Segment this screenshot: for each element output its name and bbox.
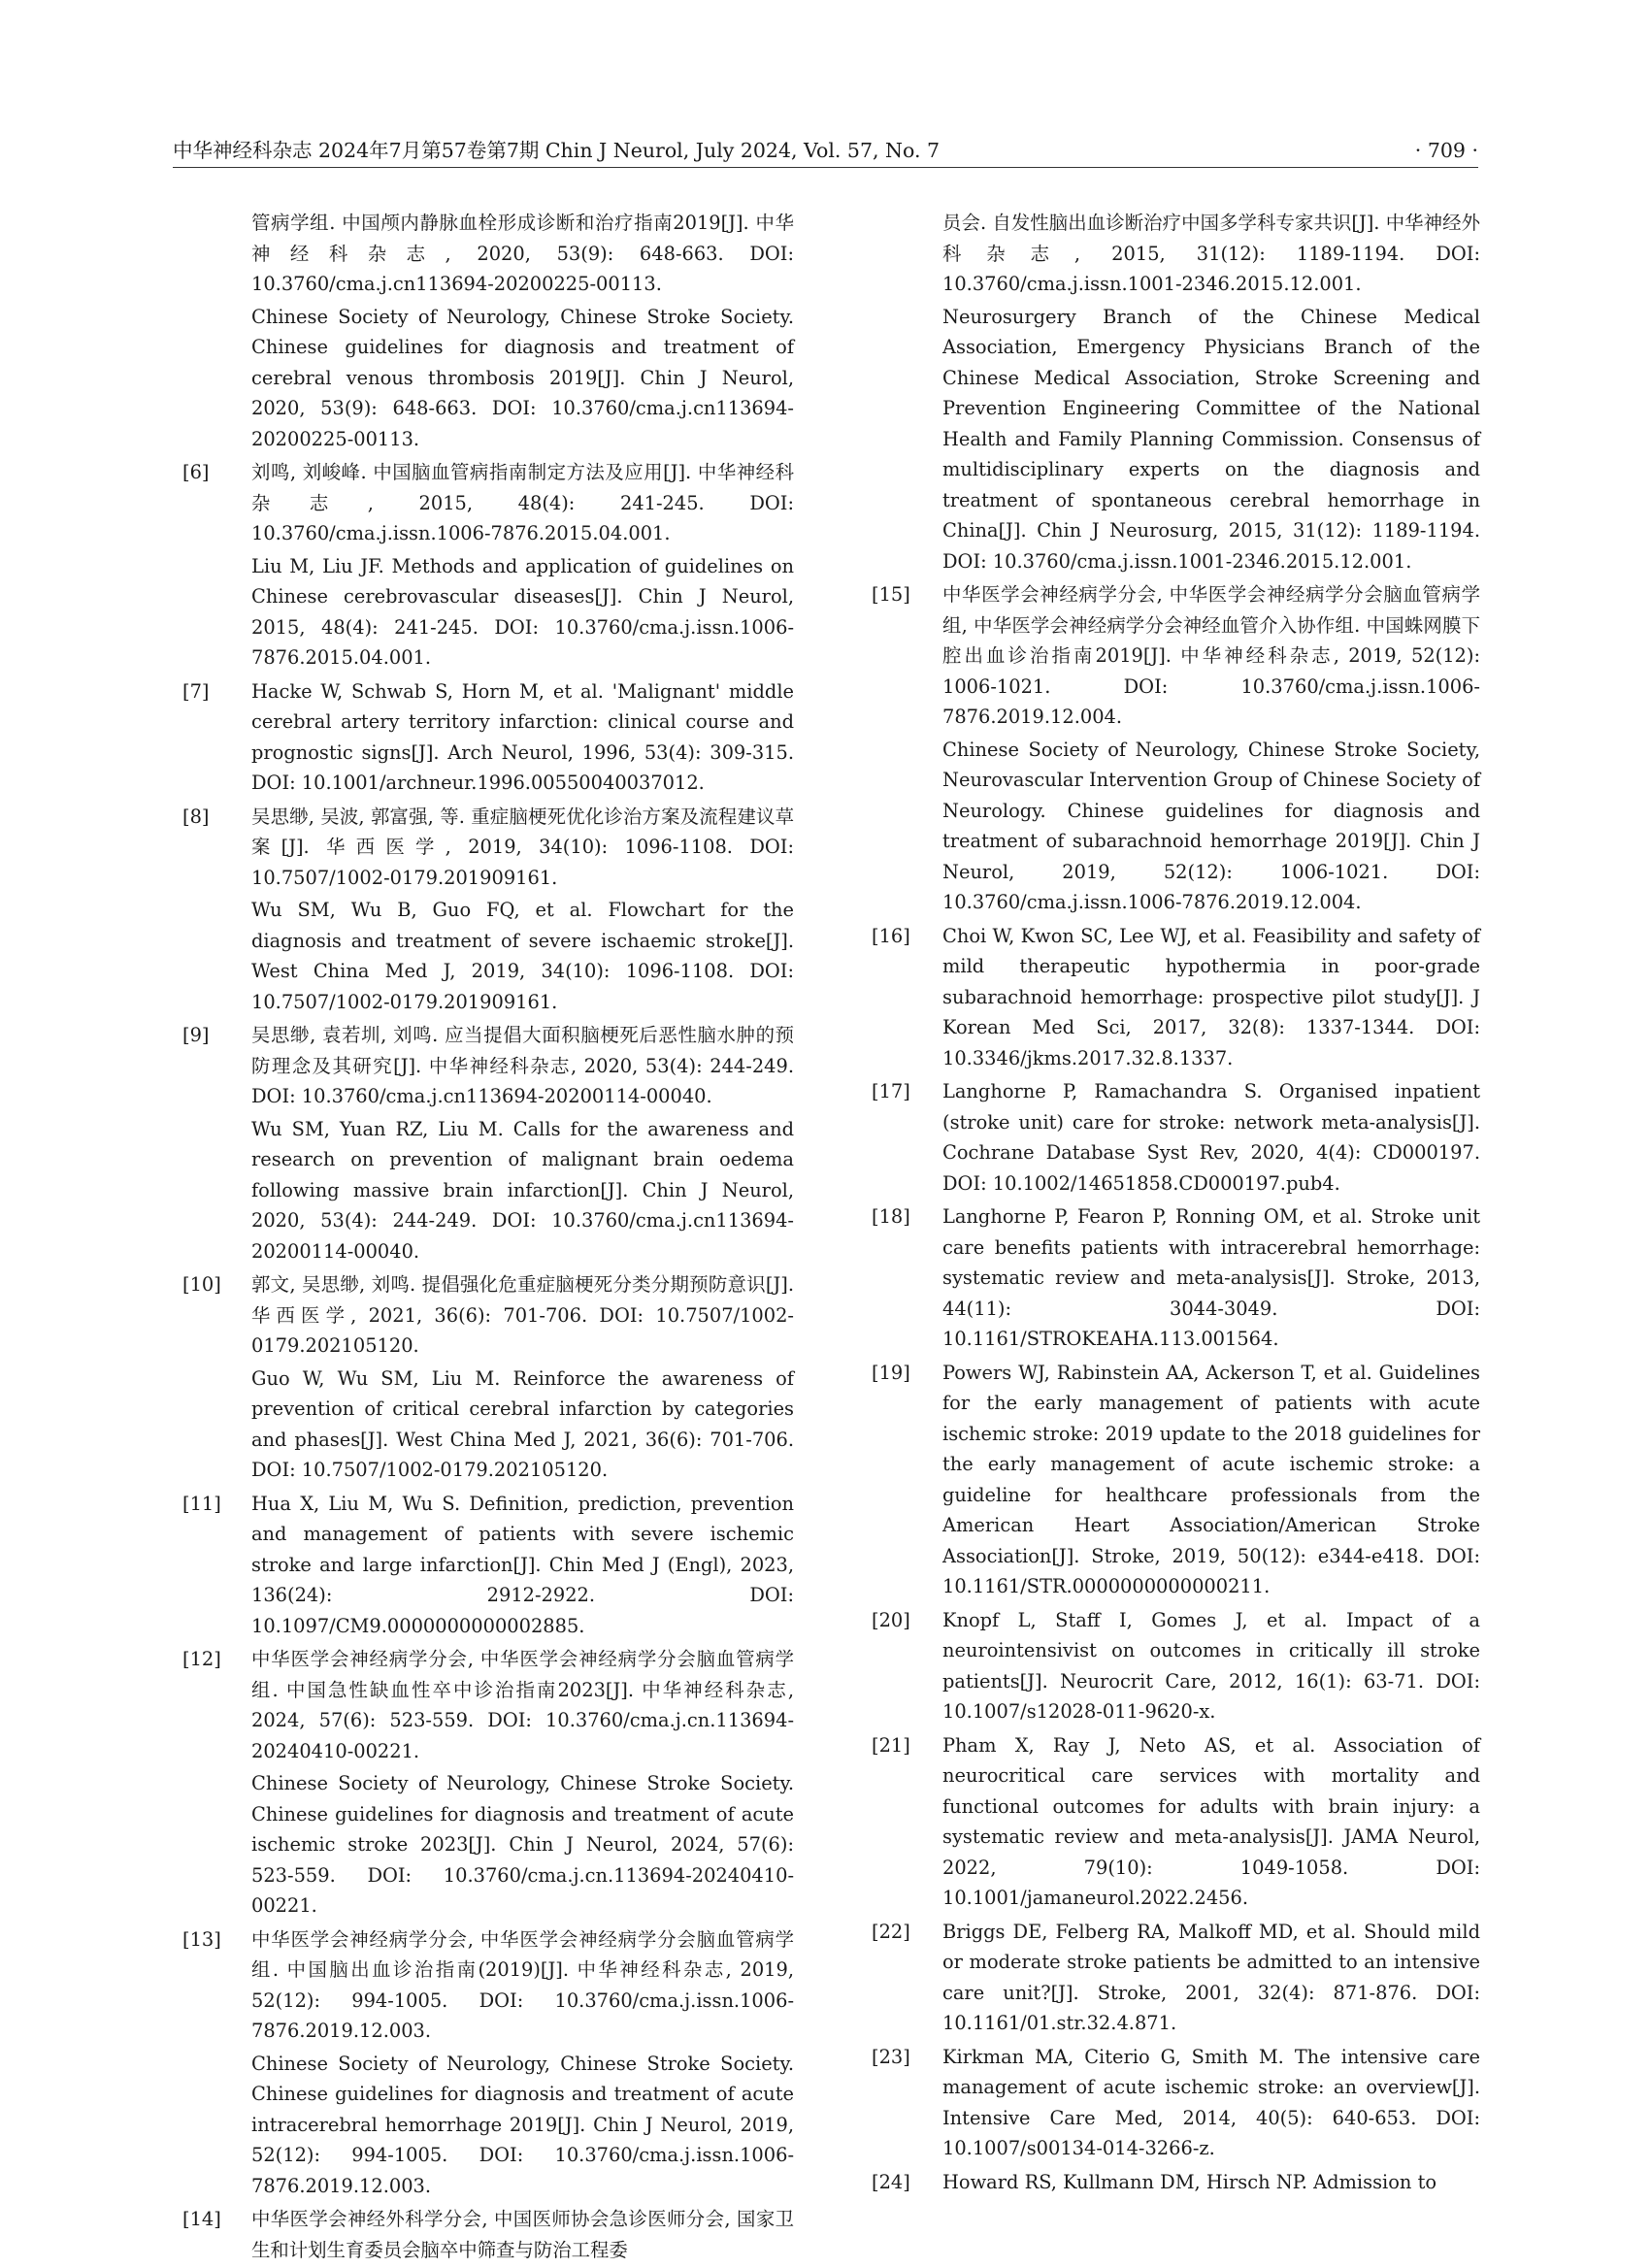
reference-entry: [173, 1489, 794, 1642]
running-header: [173, 136, 1478, 168]
page-number: · 709 ·: [1414, 139, 1478, 162]
reference-entry: [864, 2167, 1480, 2198]
journal-citation-header: 中华神经科杂志 2024年7月第57卷第7期 Chin J Neurol, July 2024, Vol. 57, No. 7: [173, 139, 941, 162]
reference-number: [22]: [872, 1920, 910, 1943]
reference-text: [251, 1269, 794, 1486]
reference-translation: Wu SM, Wu B, Guo FQ, et al. Flowchart for the diagnosis and treatment of severe ischaemic stroke[J]. West China Med J, 2019, 34(10): 1096-1108. DOI: 10.7507/1002-0179.201909161.: [251, 899, 794, 1013]
reference-primary: 刘鸣, 刘峻峰. 中国脑血管病指南制定方法及应用[J]. 中华神经科杂志, 2015, 48(4): 241-245. DOI: 10.3760/cma.j.issn.1006-7876.2015.04.001.: [251, 461, 794, 544]
reference-text: [251, 1924, 794, 2202]
reference-entry: [864, 921, 1480, 1074]
reference-text: [942, 1917, 1480, 2039]
reference-translation: Liu M, Liu JF. Methods and application of guidelines on Chinese cerebrovascular diseases[J]. Chin J Neurol, 2015, 48(4): 241-245. DOI: 10.3760/cma.j.issn.1006-7876.2015.04.001.: [251, 554, 794, 669]
reference-number: [16]: [872, 924, 910, 947]
reference-primary: 吴思缈, 袁若圳, 刘鸣. 应当提倡大面积脑梗死后恶性脑水肿的预防理念及其研究[J]. 中华神经科杂志, 2020, 53(4): 244-249. DOI: 10.3760/cma.j.cn113694-20200114-00040.: [251, 1024, 794, 1107]
reference-text: [942, 1201, 1480, 1355]
reference-translation: Neurosurgery Branch of the Chinese Medical Association, Emergency Physicians Branch of the Chinese Medical Association, Stroke Screening and Prevention Engineering Committee of the National Health and Family Planning Commission. Consensus of multidisciplinary experts on the diagnosis and treatment of spontaneous cerebral hemorrhage in China[J]. Chin J Neurosurg, 2015, 31(12): 1189-1194. DOI: 10.3760/cma.j.issn.1001-2346.2015.12.001.: [942, 305, 1480, 573]
reference-number: [9]: [182, 1024, 210, 1046]
reference-text: [942, 208, 1480, 576]
reference-text: [942, 2167, 1480, 2198]
reference-entry: [864, 1076, 1480, 1199]
reference-number: [10]: [182, 1273, 221, 1296]
reference-entry: [864, 1730, 1480, 1914]
reference-primary: Kirkman MA, Citerio G, Smith M. The intensive care management of acute ischemic stroke: an overview[J]. Intensive Care Med, 2014, 40(5): 640-653. DOI: 10.1007/s00134-014-3266-z.: [942, 2045, 1480, 2159]
reference-number: [12]: [182, 1648, 221, 1670]
reference-entry: [173, 457, 794, 674]
reference-entry: [173, 802, 794, 1018]
reference-primary: Powers WJ, Rabinstein AA, Ackerson T, et al. Guidelines for the early management of patients with acute ischemic stroke: 2019 update to the 2018 guidelines for the early management of acute ischemic stroke: a guideline for healthcare professionals from the American Heart Association/American Stroke Association[J]. Stroke, 2019, 50(12): e344-e418. DOI: 10.1161/STR.0000000000000211.: [942, 1361, 1480, 1597]
reference-entry: [864, 2042, 1480, 2164]
reference-translation: Chinese Society of Neurology, Chinese Stroke Society. Chinese guidelines for diagnosis and treatment of cerebral venous thrombosis 2019[J]. Chin J Neurol, 2020, 53(9): 648-663. DOI: 10.3760/cma.j.cn113694-20200225-00113.: [251, 305, 794, 450]
reference-number: [24]: [872, 2170, 910, 2193]
reference-entry: [864, 208, 1480, 576]
reference-text: [251, 676, 794, 799]
reference-entry: [173, 1269, 794, 1486]
reference-number: [11]: [182, 1492, 221, 1515]
reference-primary: Hua X, Liu M, Wu S. Definition, prediction, prevention and management of patients with severe ischemic stroke and large infarction[J]. Chin Med J (Engl), 2023, 136(24): 2912-2922. DOI: 10.1097/CM9.0000000000002885.: [251, 1492, 794, 1637]
reference-entry: [173, 1644, 794, 1922]
reference-number: [23]: [872, 2045, 910, 2068]
reference-primary: 郭文, 吴思缈, 刘鸣. 提倡强化危重症脑梗死分类分期预防意识[J]. 华西医学, 2021, 36(6): 701-706. DOI: 10.7507/1002-0179.202105120.: [251, 1273, 794, 1357]
reference-entry: [864, 1358, 1480, 1602]
reference-text: [251, 1489, 794, 1642]
reference-translation: Chinese Society of Neurology, Chinese Stroke Society. Chinese guidelines for diagnosis and treatment of acute intracerebral hemorrhage 2019[J]. Chin J Neurol, 2019, 52(12): 994-1005. DOI: 10.3760/cma.j.issn.1006-7876.2019.12.003.: [251, 2052, 794, 2197]
reference-number: [17]: [872, 1080, 910, 1102]
reference-primary: Hacke W, Schwab S, Horn M, et al. 'Malignant' middle cerebral artery territory infarction: clinical course and prognostic signs[J]. Arch Neurol, 1996, 53(4): 309-315. DOI: 10.1001/archneur.1996.00550040037012.: [251, 679, 794, 794]
reference-entry: [864, 1917, 1480, 2039]
reference-translation: Chinese Society of Neurology, Chinese Stroke Society, Neurovascular Intervention Group of Chinese Society of Neurology. Chinese guidelines for diagnosis and treatment of subarachnoid hemorrhage 2019[J]. Chin J Neurol, 2019, 52(12): 1006-1021. DOI: 10.3760/cma.j.issn.1006-7876.2019.12.004.: [942, 738, 1480, 913]
reference-number: [6]: [182, 461, 210, 483]
reference-text: [251, 457, 794, 674]
reference-number: [7]: [182, 679, 210, 703]
reference-primary: Howard RS, Kullmann DM, Hirsch NP. Admission to: [942, 2170, 1437, 2193]
reference-primary: 员会. 自发性脑出血诊断治疗中国多学科专家共识[J]. 中华神经外科杂志, 2015, 31(12): 1189-1194. DOI: 10.3760/cma.j.issn.1001-2346.2015.12.001.: [942, 212, 1480, 295]
reference-primary: 中华医学会神经外科学分会, 中国医师协会急诊医师分会, 国家卫生和计划生育委员会脑卒中筛查与防治工程委: [251, 2208, 794, 2261]
reference-entry: [173, 1924, 794, 2202]
reference-number: [14]: [182, 2208, 221, 2230]
reference-primary: 管病学组. 中国颅内静脉血栓形成诊断和治疗指南2019[J]. 中华神经科杂志, 2020, 53(9): 648-663. DOI: 10.3760/cma.j.cn113694-20200225-00113.: [251, 212, 794, 295]
reference-entry: [864, 1605, 1480, 1727]
reference-text: [251, 802, 794, 1018]
reference-text: [942, 1358, 1480, 1602]
reference-text: [251, 1020, 794, 1266]
reference-column-left: [173, 208, 794, 2268]
reference-number: [21]: [872, 1733, 910, 1757]
reference-number: [19]: [872, 1361, 910, 1384]
reference-text: [251, 2204, 794, 2265]
reference-entry: [173, 208, 794, 454]
reference-primary: Knopf L, Staff I, Gomes J, et al. Impact of a neurointensivist on outcomes in critically ill stroke patients[J]. Neurocrit Care, 2012, 16(1): 63-71. DOI: 10.1007/s12028-011-9620-x.: [942, 1608, 1480, 1723]
reference-translation: Guo W, Wu SM, Liu M. Reinforce the awareness of prevention of critical cerebral infarction by categories and phases[J]. West China Med J, 2021, 36(6): 701-706. DOI: 10.7507/1002-0179.202105120.: [251, 1366, 794, 1481]
reference-number: [8]: [182, 805, 210, 828]
reference-primary: Pham X, Ray J, Neto AS, et al. Association of neurocritical care services with mortality and functional outcomes for adults with brain injury: a systematic review and meta-analysis[J]. JAMA Neurol, 2022, 79(10): 1049-1058. DOI: 10.1001/jamaneurol.2022.2456.: [942, 1733, 1480, 1909]
reference-primary: 中华医学会神经病学分会, 中华医学会神经病学分会脑血管病学组. 中国急性缺血性卒中诊治指南2023[J]. 中华神经科杂志, 2024, 57(6): 523-559. DOI: 10.3760/cma.j.cn.113694-20240410-00221.: [251, 1648, 794, 1762]
reference-number: [13]: [182, 1927, 221, 1951]
reference-text: [942, 1605, 1480, 1727]
reference-entry: [173, 676, 794, 799]
reference-primary: 吴思缈, 吴波, 郭富强, 等. 重症脑梗死优化诊治方案及流程建议草案[J]. 华西医学, 2019, 34(10): 1096-1108. DOI: 10.7507/1002-0179.201909161.: [251, 805, 794, 889]
reference-number: [15]: [872, 583, 910, 606]
reference-text: [251, 208, 794, 454]
reference-column-right: [864, 208, 1480, 2200]
reference-primary: 中华医学会神经病学分会, 中华医学会神经病学分会脑血管病学组, 中华医学会神经病学分会神经血管介入协作组. 中国蛛网膜下腔出血诊治指南2019[J]. 中华神经科杂志, 2019, 52(12): 1006-1021. DOI: 10.3760/cma.j.issn.1006-7876.2019.12.004.: [942, 583, 1480, 728]
reference-text: [942, 921, 1480, 1074]
reference-primary: Langhorne P, Ramachandra S. Organised inpatient (stroke unit) care for stroke: network meta-analysis[J]. Cochrane Database Syst Rev, 2020, 4(4): CD000197. DOI: 10.1002/14651858.CD000197.pub4.: [942, 1080, 1480, 1195]
reference-translation: Chinese Society of Neurology, Chinese Stroke Society. Chinese guidelines for diagnosis and treatment of acute ischemic stroke 2023[J]. Chin J Neurol, 2024, 57(6): 523-559. DOI: 10.3760/cma.j.cn.113694-20240410-00221.: [251, 1772, 794, 1917]
reference-entry: [864, 579, 1480, 918]
reference-primary: Briggs DE, Felberg RA, Malkoff MD, et al. Should mild or moderate stroke patients be admitted to an intensive care unit?[J]. Stroke, 2001, 32(4): 871-876. DOI: 10.1161/01.str.32.4.871.: [942, 1920, 1480, 2034]
reference-number: [20]: [872, 1608, 910, 1631]
reference-primary: 中华医学会神经病学分会, 中华医学会神经病学分会脑血管病学组. 中国脑出血诊治指南(2019)[J]. 中华神经科杂志, 2019, 52(12): 994-1005. DOI: 10.3760/cma.j.issn.1006-7876.2019.12.003.: [251, 1927, 794, 2042]
reference-text: [942, 1076, 1480, 1199]
reference-text: [942, 1730, 1480, 1914]
reference-entry: [864, 1201, 1480, 1355]
reference-entry: [173, 2204, 794, 2265]
reference-primary: Langhorne P, Fearon P, Ronning OM, et al. Stroke unit care benefits patients with intracerebral hemorrhage: systematic review and meta-analysis[J]. Stroke, 2013, 44(11): 3044-3049. DOI: 10.1161/STROKEAHA.113.001564.: [942, 1205, 1480, 1350]
reference-text: [942, 579, 1480, 918]
reference-translation: Wu SM, Yuan RZ, Liu M. Calls for the awareness and research on prevention of malignant brain oedema following massive brain infarction[J]. Chin J Neurol, 2020, 53(4): 244-249. DOI: 10.3760/cma.j.cn113694-20200114-00040.: [251, 1117, 794, 1263]
reference-text: [251, 1644, 794, 1922]
reference-entry: [173, 1020, 794, 1266]
reference-primary: Choi W, Kwon SC, Lee WJ, et al. Feasibility and safety of mild therapeutic hypothermia in poor-grade subarachnoid hemorrhage: prospective pilot study[J]. J Korean Med Sci, 2017, 32(8): 1337-1344. DOI: 10.3346/jkms.2017.32.8.1337.: [942, 924, 1480, 1069]
reference-number: [18]: [872, 1205, 910, 1228]
reference-text: [942, 2042, 1480, 2164]
